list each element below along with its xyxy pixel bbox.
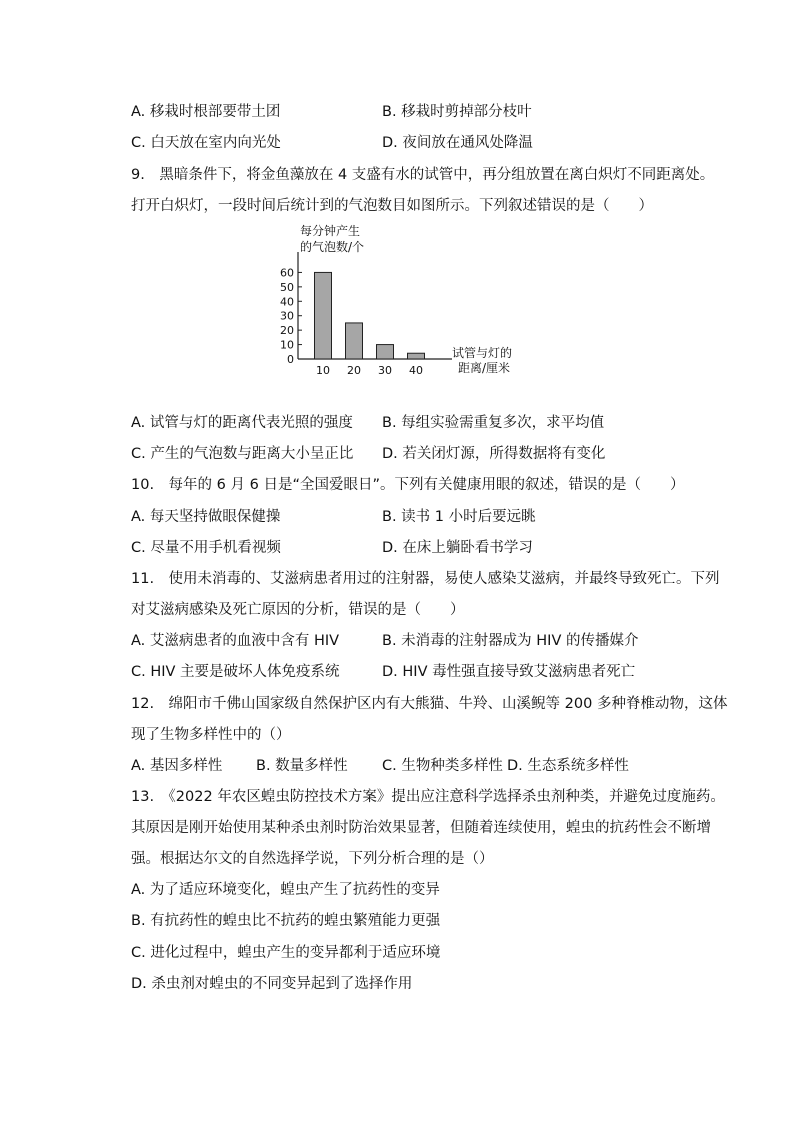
x-axis-label-line1: 试管与灯的 [452,346,513,360]
q10-option-c: C. 尽量不用手机看视频 [131,540,281,556]
q10-option-d: D. 在床上躺卧看书学习 [382,540,533,556]
q11-option-a: A. 艾滋病患者的血液中含有 HIV [131,633,340,649]
q8-option-b: B. 移栽时剪掉部分枝叶 [382,104,532,120]
x-tick-label-20: 20 [347,364,361,374]
q11-stem-line1: 11. 使用未消毒的、艾滋病患者用过的注射器，易使人感染艾滋病，并最终导致死亡。下列 [131,571,720,587]
q11-option-d: D. HIV 毒性强直接导致艾滋病患者死亡 [382,664,636,680]
q9-stem-line2: 打开白炽灯，一段时间后统计到的气泡数目如图所示。下列叙述错误的是（ ） [131,198,653,214]
bubble-count-bar-chart [276,222,536,374]
q11-option-c: C. HIV 主要是破坏人体免疫系统 [131,664,340,680]
y-axis-label-line2: 的气泡数/个 [300,240,365,254]
q9-option-b: B. 每组实验需重复多次，求平均值 [382,415,605,431]
q13-stem-line1: 13. 《2022 年农区蝗虫防控技术方案》提出应注意科学选择杀虫剂种类，并避免过度施药。 [131,789,725,805]
x-tick-label-40: 40 [409,364,423,374]
y-tick-label-2: 20 [280,324,294,338]
q13-option-c: C. 进化过程中，蝗虫产生的变异都利于适应环境 [131,945,441,961]
y-tick-label-5: 50 [280,280,294,294]
bar-20 [346,323,363,359]
bar-30 [377,345,394,359]
q12-option-b: B. 数量多样性 [256,758,348,774]
q11-option-b: B. 未消毒的注射器成为 HIV 的传播媒介 [382,633,639,649]
q8-option-c: C. 白天放在室内向光处 [131,135,281,151]
y-tick-label-4: 40 [280,295,294,309]
x-tick-label-30: 30 [378,364,392,374]
q11-stem-line2: 对艾滋病感染及死亡原因的分析，错误的是（ ） [131,602,465,618]
q12-stem-line2: 现了生物多样性中的（） [131,727,291,743]
q8-option-a: A. 移栽时根部要带土团 [131,104,281,120]
y-tick-label-1: 10 [280,338,294,352]
y-tick-label-0: 0 [287,353,294,366]
q13-option-b: B. 有抗药性的蝗虫比不抗药的蝗虫繁殖能力更强 [131,913,441,929]
y-axis-label-line1: 每分钟产生 [300,224,361,238]
q10-option-a: A. 每天坚持做眼保健操 [131,509,281,525]
q13-stem-line2: 其原因是刚开始使用某种杀虫剂时防治效果显著，但随着连续使用，蝗虫的抗药性会不断增 [131,820,711,836]
q10-option-b: B. 读书 1 小时后要远眺 [382,509,536,525]
bar-10 [315,272,332,359]
q13-option-a: A. 为了适应环境变化，蝗虫产生了抗药性的变异 [131,882,440,898]
q8-option-d: D. 夜间放在通风处降温 [382,135,533,151]
q12-stem-line1: 12. 绵阳市千佛山国家级自然保护区内有大熊猫、牛羚、山溪鲵等 200 多种脊椎动物，这体 [131,696,728,712]
q9-stem-line1: 9. 黑暗条件下，将金鱼藻放在 4 支盛有水的试管中，再分组放置在离白炽灯不同距离处。 [131,167,715,183]
x-tick-label-10: 10 [316,364,330,374]
q12-option-c: C. 生物种类多样性 [382,758,503,774]
q13-stem-line3: 强。根据达尔文的自然选择学说，下列分析合理的是（） [131,851,494,867]
q9-option-a: A. 试管与灯的距离代表光照的强度 [131,415,353,431]
x-axis-label-line2: 距离/厘米 [458,361,511,374]
y-tick-label-6: 60 [280,266,294,280]
q9-option-c: C. 产生的气泡数与距离大小呈正比 [131,446,354,462]
q12-option-d: D. 生态系统多样性 [507,758,629,774]
q10-stem-line1: 10. 每年的 6 月 6 日是“全国爱眼日”。下列有关健康用眼的叙述，错误的是（ ） [131,477,685,493]
q13-option-d: D. 杀虫剂对蝗虫的不同变异起到了选择作用 [131,976,413,992]
y-tick-label-3: 30 [280,309,294,323]
q12-option-a: A. 基因多样性 [131,758,223,774]
bar-40 [408,353,425,359]
q9-option-d: D. 若关闭灯源，所得数据将有变化 [382,446,606,462]
